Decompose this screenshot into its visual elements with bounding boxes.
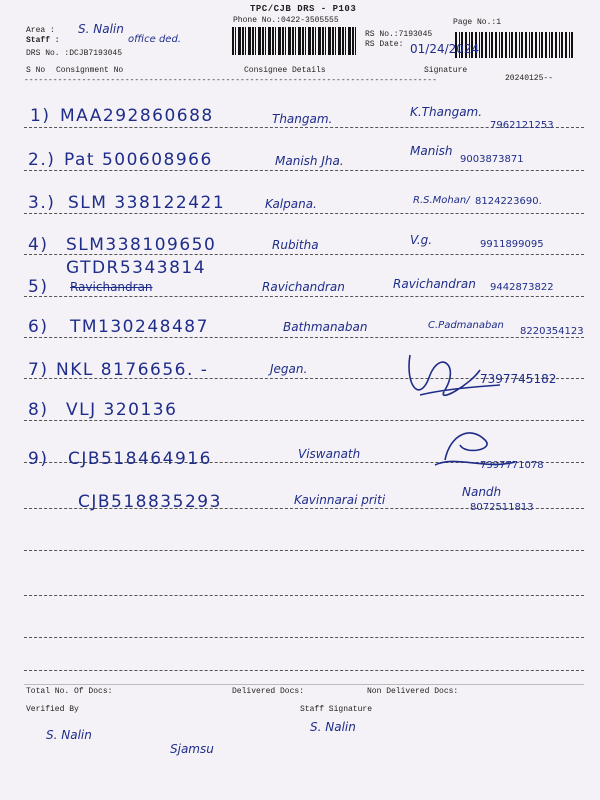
staff-signature-label: Staff Signature	[300, 705, 373, 714]
drs-number: DRS No. :DCJB7193045	[26, 49, 123, 58]
entry-phone: 9442873822	[490, 282, 554, 293]
entry-consignment: CJB518464916	[68, 449, 212, 469]
entry-consignment: TM130248487	[70, 317, 209, 337]
entry-consignment: VLJ 320136	[66, 400, 178, 420]
col-signature: Signature	[424, 66, 468, 75]
entry-phone: 7397771078	[480, 460, 544, 471]
entry-struck-name: Ravichandran	[70, 280, 153, 294]
drs-barcode	[232, 27, 356, 55]
entry-consignment: MAA292860688	[60, 106, 214, 126]
entry-sno: 7)	[28, 360, 49, 380]
header-divider: --------------------------------------------------------------------------------------	[24, 76, 437, 85]
entry-name: Bathmanaban	[283, 320, 368, 334]
entry-sno: 6)	[28, 317, 49, 337]
entry-sno: 2.)	[28, 150, 56, 170]
verified-signature-1: S. Nalin	[46, 728, 92, 742]
entry-name: Kavinnarai priti	[294, 493, 386, 507]
staff-note-handwritten: office ded.	[128, 34, 181, 45]
rs-date-label: RS Date:	[365, 40, 404, 49]
area-label: Area :	[26, 26, 55, 35]
rs-number: RS No.:7193045	[365, 30, 433, 39]
entry-name: Viswanath	[298, 447, 361, 461]
staff-handwritten: S. Nalin	[78, 22, 124, 36]
row-line	[24, 296, 584, 297]
entry-consignment: NKL 8176656. -	[56, 360, 209, 380]
entry-name: Manish Jha.	[275, 154, 344, 168]
entry-signature: Manish	[410, 144, 453, 158]
entry-consignment: GTDR5343814	[66, 258, 207, 278]
entry-phone: 9911899095	[480, 239, 544, 250]
entry-sno: 3.)	[28, 193, 56, 213]
entry-signature: C.Padmanaban	[428, 320, 504, 331]
signature-scribble	[430, 420, 520, 475]
entry-name: Thangam.	[272, 112, 333, 126]
col-consignment: Consignment No	[56, 66, 124, 75]
verified-by-label: Verified By	[26, 705, 79, 714]
entry-name: Jegan.	[270, 362, 308, 376]
entry-phone: 8124223690.	[475, 196, 542, 207]
entry-sno: 4)	[28, 235, 49, 255]
entry-consignment: CJB518835293	[78, 492, 222, 512]
row-line	[24, 595, 584, 596]
date-stamp: 20240125--	[505, 74, 554, 83]
entry-sno: 9)	[28, 449, 49, 469]
entry-phone: 7962121253	[490, 120, 554, 131]
non-delivered-docs-label: Non Delivered Docs:	[367, 687, 459, 696]
entry-consignment: SLM338109650	[66, 235, 217, 255]
staff-label: Staff :	[26, 36, 60, 45]
row-line	[24, 637, 584, 638]
entry-sno: 8)	[28, 400, 49, 420]
total-docs-label: Total No. Of Docs:	[26, 687, 113, 696]
entry-signature: R.S.Mohan/	[413, 195, 470, 206]
staff-signature-handwritten: S. Nalin	[310, 720, 356, 734]
sheet-title: TPC/CJB DRS - P103	[250, 4, 357, 14]
delivered-docs-label: Delivered Docs:	[232, 687, 305, 696]
footer-rule	[24, 684, 584, 685]
page-number: Page No.:1	[453, 18, 502, 27]
signature-scribble	[400, 345, 510, 415]
entry-sno: 1)	[30, 106, 51, 126]
entry-signature: Ravichandran	[393, 277, 476, 291]
rs-date-handwritten: 01/24/2024	[410, 42, 480, 56]
entry-phone: 8220354123	[520, 326, 584, 337]
entry-name: Ravichandran	[262, 280, 345, 294]
col-sno: S No	[26, 66, 46, 75]
entry-sno: 5)	[28, 277, 49, 297]
entry-signature: K.Thangam.	[410, 105, 483, 119]
entry-phone: 7397745182	[480, 372, 557, 386]
entry-consignment: SLM 338122421	[68, 193, 226, 213]
row-line	[24, 670, 584, 671]
entry-name: Rubitha	[272, 238, 319, 252]
entry-phone: 8072511813	[470, 502, 534, 513]
row-line	[24, 337, 584, 338]
row-line	[24, 213, 584, 214]
entry-name: Kalpana.	[265, 197, 317, 211]
entry-phone: 9003873871	[460, 154, 524, 165]
verified-signature-2: Sjamsu	[170, 742, 214, 756]
col-consignee: Consignee Details	[244, 66, 326, 75]
row-line	[24, 550, 584, 551]
row-line	[24, 170, 584, 171]
entry-consignment: Pat 500608966	[64, 150, 213, 170]
phone-number: Phone No.:0422-3505555	[233, 16, 339, 25]
entry-signature: Nandh	[462, 485, 502, 499]
entry-signature: V.g.	[410, 233, 433, 247]
